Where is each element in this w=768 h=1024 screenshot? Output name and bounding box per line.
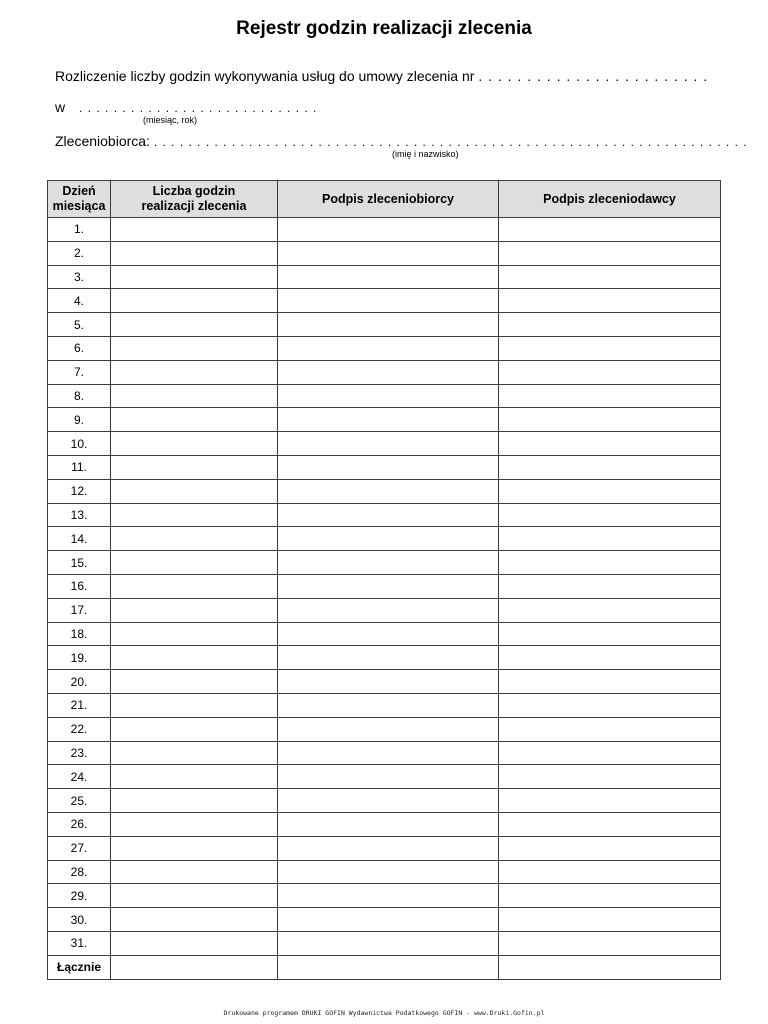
hours-cell[interactable] [111,646,278,670]
hours-cell[interactable] [111,455,278,479]
footer-note: Drukowane programem DRUKI GOFIN Wydawnictwa Podatkowego GOFIN - www.Druki.Gofin.pl [223,1009,545,1017]
hours-cell[interactable] [111,670,278,694]
table-row [48,812,721,836]
client-signature-cell[interactable] [499,812,721,836]
table-row [48,313,721,337]
contract-number-label: Rozliczenie liczby godzin wykonywania usług do umowy zlecenia nr [55,68,475,84]
table-row [48,408,721,432]
hours-cell[interactable] [111,598,278,622]
client-signature-cell[interactable] [499,336,721,360]
client-signature-cell[interactable] [499,765,721,789]
table-row [48,479,721,503]
hours-cell[interactable] [111,360,278,384]
client-signature-cell[interactable] [499,955,721,979]
contractor-signature-cell[interactable] [278,479,499,503]
contractor-signature-cell[interactable] [278,313,499,337]
client-signature-cell[interactable] [499,598,721,622]
table-row [48,717,721,741]
table-row [48,908,721,932]
client-signature-cell[interactable] [499,241,721,265]
day-number: 14. [48,527,111,551]
contract-number-line [55,68,708,84]
table-row [48,289,721,313]
client-signature-cell[interactable] [499,836,721,860]
hours-cell[interactable] [111,622,278,646]
table-row [48,765,721,789]
table-row [48,598,721,622]
client-signature-cell[interactable] [499,789,721,813]
total-row [48,955,721,979]
contractor-signature-cell[interactable] [278,860,499,884]
contractor-signature-cell[interactable] [278,218,499,242]
hours-cell[interactable] [111,336,278,360]
total-label: Łącznie [48,955,111,979]
day-number: 27. [48,836,111,860]
client-signature-cell[interactable] [499,408,721,432]
hours-register-table [47,180,721,980]
hours-cell[interactable] [111,884,278,908]
contractor-signature-cell[interactable] [278,717,499,741]
client-signature-cell[interactable] [499,313,721,337]
hours-cell[interactable] [111,289,278,313]
contractor-signature-cell[interactable] [278,598,499,622]
contractor-signature-cell[interactable] [278,551,499,575]
hours-cell[interactable] [111,717,278,741]
day-number: 28. [48,860,111,884]
hours-cell[interactable] [111,313,278,337]
header-hours-line2: realizacji zlecenia [141,199,247,213]
month-year-hint: (miesiąc, rok) [143,115,198,125]
contractor-signature-cell[interactable] [278,646,499,670]
month-year-prefix: w [55,99,66,115]
header-contractor-signature: Podpis zleceniobiorcy [278,181,499,218]
table-row [48,336,721,360]
client-signature-cell[interactable] [499,527,721,551]
contractor-signature-cell[interactable] [278,765,499,789]
table-row [48,574,721,598]
table-row [48,503,721,527]
contractor-signature-cell[interactable] [278,241,499,265]
contract-number-field[interactable]: . . . . . . . . . . . . . . . . . . . . . . . . [478,68,709,84]
contractor-signature-cell[interactable] [278,693,499,717]
contractor-signature-cell[interactable] [278,789,499,813]
table-row [48,527,721,551]
month-year-line [55,99,317,115]
hours-cell[interactable] [111,931,278,955]
hours-cell[interactable] [111,836,278,860]
header-client-signature: Podpis zleceniodawcy [499,181,721,218]
contractor-signature-cell[interactable] [278,836,499,860]
contractor-signature-cell[interactable] [278,622,499,646]
hours-cell[interactable] [111,527,278,551]
header-hours-line1: Liczba godzin [152,184,236,198]
client-signature-cell[interactable] [499,622,721,646]
contractor-signature-cell[interactable] [278,265,499,289]
contractor-signature-cell[interactable] [278,741,499,765]
hours-cell[interactable] [111,218,278,242]
table-row [48,360,721,384]
day-number: 25. [48,789,111,813]
day-number: 19. [48,646,111,670]
contractor-signature-cell[interactable] [278,455,499,479]
client-signature-cell[interactable] [499,646,721,670]
contractor-signature-cell[interactable] [278,908,499,932]
day-number: 6. [48,336,111,360]
client-signature-cell[interactable] [499,432,721,456]
hours-cell[interactable] [111,503,278,527]
contractor-signature-cell[interactable] [278,408,499,432]
day-number: 8. [48,384,111,408]
contractor-signature-cell[interactable] [278,812,499,836]
month-year-field[interactable]: . . . . . . . . . . . . . . . . . . . . . . . . . . . . [79,101,318,115]
hours-cell[interactable] [111,765,278,789]
day-number: 23. [48,741,111,765]
client-signature-cell[interactable] [499,455,721,479]
client-signature-cell[interactable] [499,884,721,908]
client-signature-cell[interactable] [499,384,721,408]
hours-cell[interactable] [111,741,278,765]
day-number: 12. [48,479,111,503]
table-row [48,241,721,265]
table-row [48,265,721,289]
contractor-signature-cell[interactable] [278,289,499,313]
client-signature-cell[interactable] [499,360,721,384]
hours-cell[interactable] [111,265,278,289]
day-number: 11. [48,455,111,479]
client-signature-cell[interactable] [499,860,721,884]
contractor-signature-cell[interactable] [278,384,499,408]
client-signature-cell[interactable] [499,265,721,289]
client-signature-cell[interactable] [499,717,721,741]
table-row [48,384,721,408]
client-signature-cell[interactable] [499,289,721,313]
day-number: 10. [48,432,111,456]
table-header-row [48,181,721,218]
client-signature-cell[interactable] [499,908,721,932]
day-number: 17. [48,598,111,622]
hours-cell[interactable] [111,551,278,575]
header-hours [111,181,278,218]
day-number: 20. [48,670,111,694]
day-number: 22. [48,717,111,741]
client-signature-cell[interactable] [499,551,721,575]
hours-cell[interactable] [111,860,278,884]
table-row [48,693,721,717]
day-number: 21. [48,693,111,717]
hours-cell[interactable] [111,241,278,265]
header-day-line1: Dzień [62,184,96,198]
day-number: 31. [48,931,111,955]
day-number: 5. [48,313,111,337]
contractor-signature-cell[interactable] [278,884,499,908]
hours-cell[interactable] [111,812,278,836]
header-day-line2: miesiąca [52,199,106,213]
contractor-signature-cell[interactable] [278,931,499,955]
table-row [48,884,721,908]
day-number: 29. [48,884,111,908]
table-row [48,860,721,884]
client-signature-cell[interactable] [499,931,721,955]
client-signature-cell[interactable] [499,693,721,717]
table-row [48,551,721,575]
table-row [48,622,721,646]
contractor-name-field[interactable]: . . . . . . . . . . . . . . . . . . . . . . . . . . . . . . . . . . . . . . . . . . . . . . . . . . . . . . . . . . . . . . . . . . . . . [153,135,748,149]
table-row [48,432,721,456]
day-number: 4. [48,289,111,313]
day-number: 30. [48,908,111,932]
contractor-signature-cell[interactable] [278,432,499,456]
contractor-signature-cell[interactable] [278,955,499,979]
table-body [48,218,721,980]
client-signature-cell[interactable] [499,670,721,694]
client-signature-cell[interactable] [499,479,721,503]
hours-cell[interactable] [111,432,278,456]
client-signature-cell[interactable] [499,218,721,242]
day-number: 9. [48,408,111,432]
day-number: 13. [48,503,111,527]
client-signature-cell[interactable] [499,574,721,598]
day-number: 26. [48,812,111,836]
hours-cell[interactable] [111,693,278,717]
table-row [48,931,721,955]
table-row [48,741,721,765]
hours-cell[interactable] [111,384,278,408]
contractor-signature-cell[interactable] [278,360,499,384]
contractor-label: Zleceniobiorca: [55,133,150,149]
contractor-signature-cell[interactable] [278,574,499,598]
header-day [48,181,111,218]
hours-cell[interactable] [111,479,278,503]
day-number: 3. [48,265,111,289]
contractor-signature-cell[interactable] [278,527,499,551]
hours-cell[interactable] [111,789,278,813]
table-row [48,789,721,813]
client-signature-cell[interactable] [499,503,721,527]
document-title: Rejestr godzin realizacji zlecenia [236,18,532,39]
day-number: 15. [48,551,111,575]
contractor-hint: (imię i nazwisko) [392,149,459,159]
table-row [48,646,721,670]
table-row [48,670,721,694]
day-number: 2. [48,241,111,265]
day-number: 1. [48,218,111,242]
contractor-signature-cell[interactable] [278,670,499,694]
table-row [48,836,721,860]
contractor-signature-cell[interactable] [278,503,499,527]
table-row [48,218,721,242]
day-number: 16. [48,574,111,598]
hours-cell[interactable] [111,408,278,432]
day-number: 7. [48,360,111,384]
hours-cell[interactable] [111,574,278,598]
contractor-signature-cell[interactable] [278,336,499,360]
hours-cell[interactable] [111,908,278,932]
day-number: 18. [48,622,111,646]
hours-cell[interactable] [111,955,278,979]
table-row [48,455,721,479]
day-number: 24. [48,765,111,789]
client-signature-cell[interactable] [499,741,721,765]
contractor-line [55,133,748,149]
